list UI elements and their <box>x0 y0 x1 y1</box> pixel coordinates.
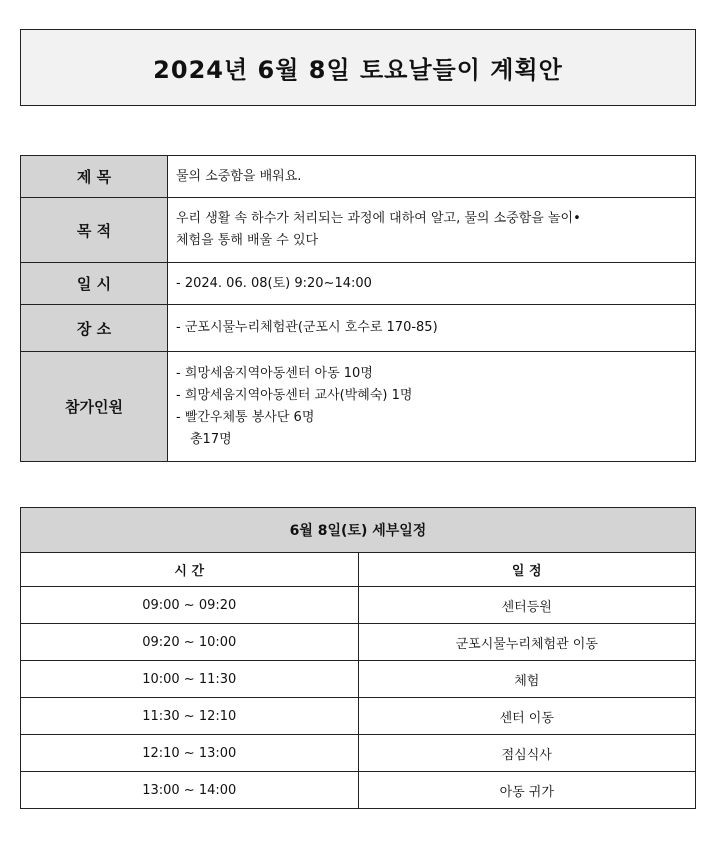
info-value <box>168 156 696 198</box>
info-row-subject <box>21 156 696 198</box>
info-line: 체험을 통해 배울 수 있다 <box>176 233 319 248</box>
schedule-activity: 체험 <box>358 661 696 698</box>
info-label: 목 적 <box>21 198 168 263</box>
schedule-time: 10:00 ~ 11:30 <box>21 661 359 698</box>
table-row <box>21 735 696 772</box>
schedule-heading: 6월 8일(토) 세부일정 <box>21 508 696 553</box>
info-line: - 희망세움지역아동센터 아동 10명 <box>176 365 373 381</box>
info-value <box>168 352 696 462</box>
info-line: 우리 생활 속 하수가 처리되는 과정에 대하여 알고, 물의 소중함을 놀이• <box>176 211 581 226</box>
schedule-heading-row <box>21 508 696 553</box>
column-header-time: 시 간 <box>21 553 359 587</box>
info-line: - 희망세움지역아동센터 교사(박혜숙) 1명 <box>176 387 413 403</box>
schedule-activity: 군포시물누리체험관 이동 <box>358 624 696 661</box>
info-label: 제 목 <box>21 156 168 198</box>
info-line: - 2024. 06. 08(토) 9:20~14:00 <box>176 275 372 291</box>
info-table <box>20 155 696 462</box>
column-header-plan: 일 정 <box>358 553 696 587</box>
table-row <box>21 661 696 698</box>
info-label: 일 시 <box>21 263 168 305</box>
table-row <box>21 624 696 661</box>
schedule-time: 09:20 ~ 10:00 <box>21 624 359 661</box>
info-value <box>168 305 696 352</box>
table-row <box>21 698 696 735</box>
schedule-time: 12:10 ~ 13:00 <box>21 735 359 772</box>
schedule-activity: 점심식사 <box>358 735 696 772</box>
info-line: 물의 소중함을 배워요. <box>176 168 302 184</box>
info-value <box>168 263 696 305</box>
info-line-total: 총17명 <box>190 431 232 447</box>
info-row-purpose <box>21 198 696 263</box>
document-title: 2024년 6월 8일 토요날들이 계획안 <box>153 56 563 84</box>
schedule-time: 09:00 ~ 09:20 <box>21 587 359 624</box>
info-label: 장 소 <box>21 305 168 352</box>
schedule-time: 11:30 ~ 12:10 <box>21 698 359 735</box>
info-line: - 군포시물누리체험관(군포시 호수로 170-85) <box>176 320 438 335</box>
info-label: 참가인원 <box>21 352 168 462</box>
schedule-table <box>20 507 696 809</box>
schedule-activity: 센터 이동 <box>358 698 696 735</box>
info-row-participants <box>21 352 696 462</box>
title-box <box>20 29 696 106</box>
info-row-date <box>21 263 696 305</box>
schedule-activity: 아동 귀가 <box>358 772 696 809</box>
info-line: - 빨간우체통 봉사단 6명 <box>176 409 315 425</box>
schedule-column-header-row <box>21 553 696 587</box>
info-value <box>168 198 696 263</box>
schedule-time: 13:00 ~ 14:00 <box>21 772 359 809</box>
table-row <box>21 587 696 624</box>
schedule-activity: 센터등원 <box>358 587 696 624</box>
table-row <box>21 772 696 809</box>
info-row-place <box>21 305 696 352</box>
